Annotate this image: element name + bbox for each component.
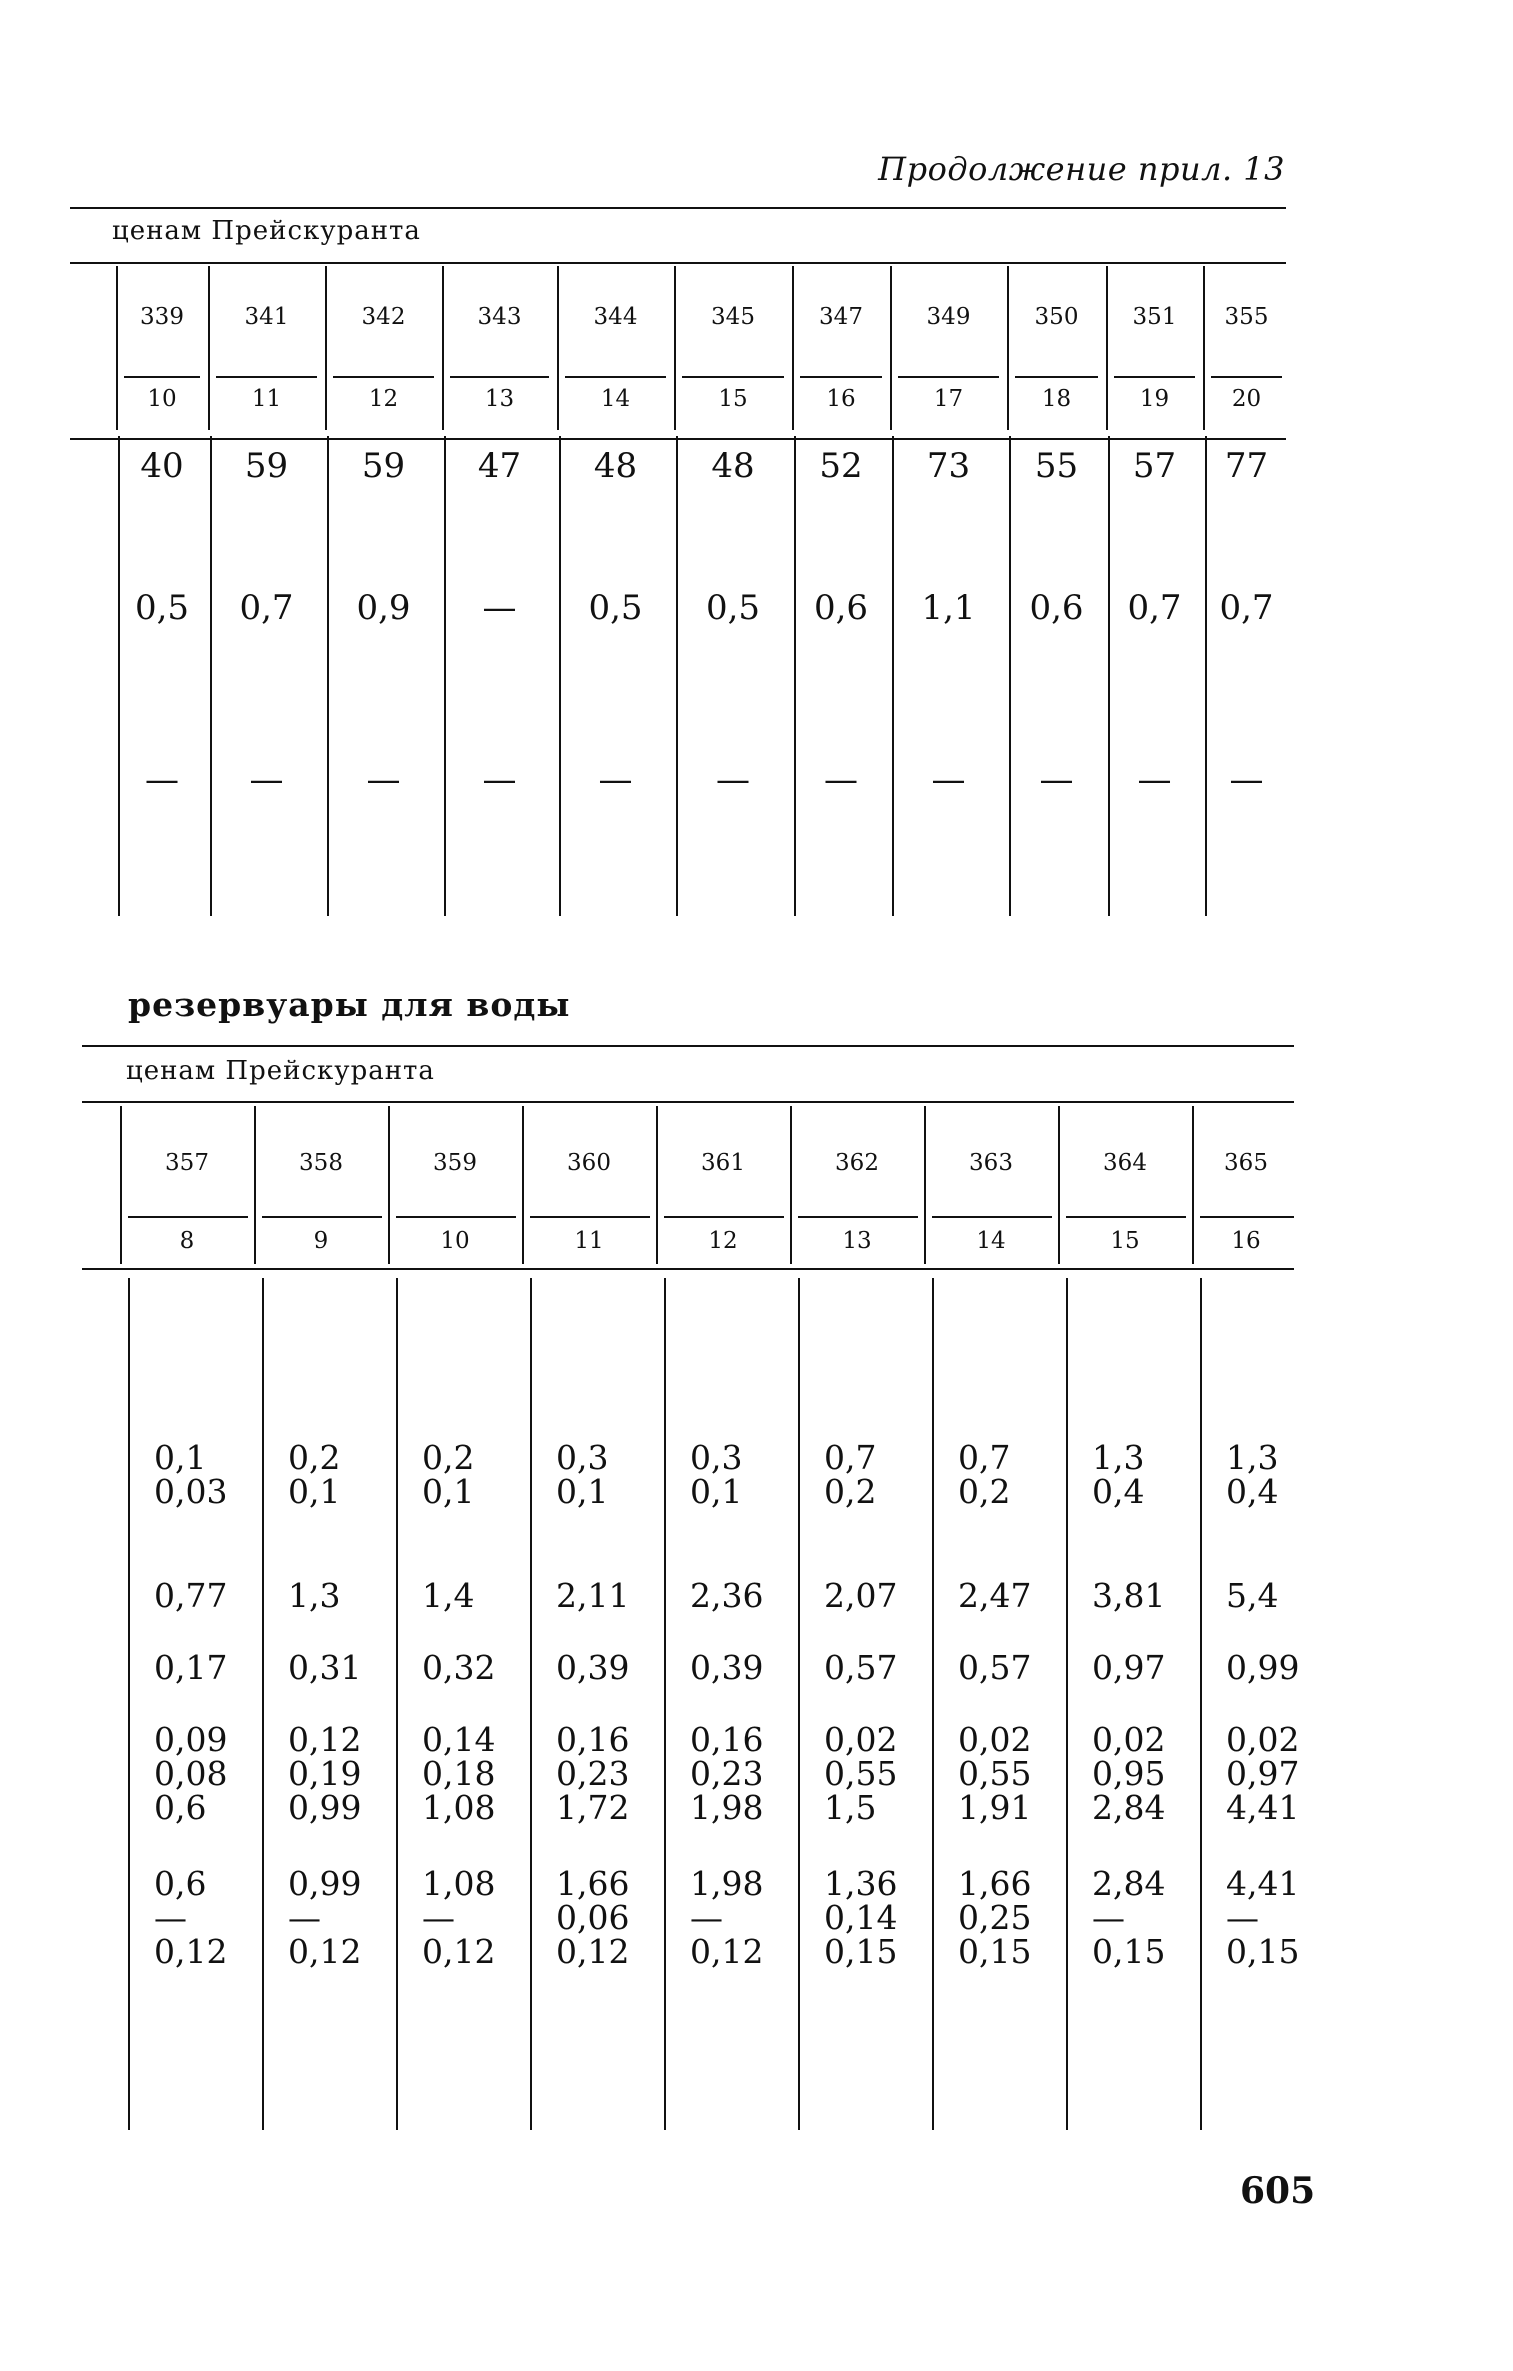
table-2-cell-g5b: 0,25: [958, 1898, 1032, 1937]
table-2-col-number: 8: [179, 1228, 195, 1254]
table-2-cell-g1b: 0,1: [556, 1472, 609, 1511]
table-2-cell-g5a: 1,36: [824, 1864, 898, 1903]
table-2-cell-g2: 0,77: [154, 1576, 228, 1615]
table-2-cell-g5b: 0,06: [556, 1898, 630, 1937]
table-2-cell-g5a: 4,41: [1226, 1864, 1300, 1903]
table-2-cell-g4a: 0,12: [288, 1720, 362, 1759]
table-1-body-divider: [327, 436, 329, 916]
table-2-code: 360: [567, 1150, 611, 1176]
table-1-cell-row3: —: [1039, 760, 1074, 800]
table-2-col-number: 14: [976, 1228, 1006, 1254]
table-2-cell-g1a: 0,3: [556, 1438, 609, 1477]
table-2-cell-g2: 1,3: [288, 1576, 341, 1615]
table-2-cell-g4b: 0,23: [690, 1754, 764, 1793]
table-2-cell-g4c: 1,91: [958, 1788, 1032, 1827]
table-2-cell-g4c: 1,72: [556, 1788, 630, 1827]
table-1-col-number: 15: [718, 386, 748, 412]
table-2-cell-g1a: 0,1: [154, 1438, 207, 1477]
table-2-body-divider: [1200, 1278, 1202, 2130]
table-1-col-number: 20: [1231, 386, 1262, 412]
table-1-col-number: 11: [251, 386, 282, 412]
table-2-cell-g1b: 0,4: [1226, 1472, 1279, 1511]
table-1-col-number: 19: [1139, 386, 1170, 412]
table-2-col-number: 10: [440, 1228, 470, 1254]
table-1-code-rule: [565, 376, 666, 378]
table-2-cell-g4a: 0,16: [690, 1720, 764, 1759]
table-1-code: 347: [819, 304, 863, 330]
table-2-cell-g3: 0,17: [154, 1648, 228, 1687]
table-2-col-number: 12: [708, 1228, 738, 1254]
table-2-cell-g2: 2,07: [824, 1576, 898, 1615]
table-1-cell-row3: —: [482, 760, 517, 800]
table-1-col-number: 18: [1041, 386, 1072, 412]
table-2-cell-g5c: 0,15: [958, 1932, 1032, 1971]
table-2-cell-g5b: —: [422, 1898, 455, 1937]
table-2-cell-g4c: 4,41: [1226, 1788, 1300, 1827]
table-1-cell-row3: —: [931, 760, 966, 800]
table-2-cell-g1a: 1,3: [1226, 1438, 1279, 1477]
table-1-code-rule: [898, 376, 999, 378]
table-2-cell-g4a: 0,02: [1092, 1720, 1166, 1759]
table-2-body-divider: [128, 1278, 130, 2130]
table-1-body-divider: [559, 436, 561, 916]
table-1-cell-row2: 0,5: [588, 588, 643, 628]
table-2-col-number: 9: [313, 1228, 329, 1254]
table-2-body-divider: [798, 1278, 800, 2130]
table-2-cell-g3: 0,31: [288, 1648, 362, 1687]
table-2-cell-g3: 0,57: [824, 1648, 898, 1687]
table-2-cell-g5c: 0,12: [154, 1932, 228, 1971]
table-1-cell-row2: 0,5: [705, 588, 761, 628]
table-2-cell-g5a: 0,6: [154, 1864, 207, 1903]
table-2-cell-g4b: 0,97: [1226, 1754, 1300, 1793]
table-2-cell-g4a: 0,09: [154, 1720, 228, 1759]
table-2-col-number: 13: [842, 1228, 872, 1254]
table-2-cell-g1a: 0,3: [690, 1438, 743, 1477]
table-2-caption: ценам Прейскуранта: [126, 1056, 435, 1086]
table-1-cell-row3: —: [145, 760, 179, 800]
table-2-cell-g4a: 0,02: [824, 1720, 898, 1759]
table-2-cell-g5c: 0,12: [422, 1932, 496, 1971]
table-2-cell-g1b: 0,2: [958, 1472, 1011, 1511]
table-1-cell-row2: 0,7: [1219, 588, 1274, 628]
table-2-cell-g3: 0,57: [958, 1648, 1032, 1687]
table-2-cell-g4c: 1,08: [422, 1788, 496, 1827]
table-2-cell-g4b: 0,55: [958, 1754, 1032, 1793]
table-1-cell-row2: 0,7: [1127, 588, 1182, 628]
table-1-code-rule: [124, 376, 200, 378]
table-2-cell-g3: 0,39: [690, 1648, 764, 1687]
table-1-code: 341: [244, 304, 289, 330]
table-2-cell-g5b: —: [690, 1898, 723, 1937]
table-2-code-rule: [262, 1216, 382, 1218]
table-2-cell-g5a: 1,66: [556, 1864, 630, 1903]
table-2-cell-g1a: 1,3: [1092, 1438, 1145, 1477]
table-1-cell-row1: 48: [593, 446, 638, 486]
table-2-cell-g5b: 0,14: [824, 1898, 898, 1937]
table-1-cell-row1: 73: [926, 446, 971, 486]
table-2-cell-g1b: 0,2: [824, 1472, 877, 1511]
table-1-code-rule: [216, 376, 317, 378]
table-2-col-number: 15: [1110, 1228, 1140, 1254]
table-1-cell-row3: —: [1137, 760, 1172, 800]
table-2-body-divider: [262, 1278, 264, 2130]
table-2-cell-g3: 0,39: [556, 1648, 630, 1687]
table-1-cell-row1: 52: [819, 446, 863, 486]
table-2-body-divider: [396, 1278, 398, 2130]
table-1-cell-row2: 1,1: [921, 588, 976, 628]
table-2-cell-g4b: 0,08: [154, 1754, 228, 1793]
table-2-cell-g5c: 0,15: [1226, 1932, 1300, 1971]
table-1-cell-row3: —: [366, 760, 401, 800]
table-1-code-rule: [682, 376, 784, 378]
table-1-body-divider: [118, 436, 120, 916]
table-1-cell-row3: —: [716, 760, 750, 800]
table-2-cell-g4b: 0,55: [824, 1754, 898, 1793]
table-1-code-rule: [1114, 376, 1195, 378]
table-2-header-rule: [82, 1268, 1294, 1270]
table-1-code-rule: [1211, 376, 1282, 378]
table-2-code-rule: [1200, 1216, 1294, 1218]
table-1-code-rule: [333, 376, 434, 378]
table-2-cell-g5a: 1,66: [958, 1864, 1032, 1903]
table-2-cell-g4c: 1,98: [690, 1788, 764, 1827]
table-2-cell-g5a: 0,99: [288, 1864, 362, 1903]
table-1-code: 351: [1132, 304, 1177, 330]
table-2-caption-rule: [82, 1101, 1294, 1103]
table-2-cell-g1b: 0,4: [1092, 1472, 1145, 1511]
table-2-cell-g5c: 0,12: [690, 1932, 764, 1971]
table-2-code-rule: [530, 1216, 650, 1218]
table-2-cell-g4c: 0,6: [154, 1788, 207, 1827]
table-1-cell-row2: —: [482, 588, 517, 628]
table-2-code: 357: [165, 1150, 209, 1176]
table-1-cell-row3: —: [249, 760, 284, 800]
table-1-code: 355: [1224, 304, 1269, 330]
table-2-cell-g3: 0,32: [422, 1648, 496, 1687]
table-1-body-divider: [1108, 436, 1110, 916]
table-2-cell-g5c: 0,15: [1092, 1932, 1166, 1971]
table-2-cell-g1a: 0,2: [288, 1438, 341, 1477]
table-1-cell-row1: 59: [244, 446, 289, 486]
table-2-cell-g5b: —: [288, 1898, 321, 1937]
table-1-body-divider: [794, 436, 796, 916]
table-2-cell-g2: 1,4: [422, 1576, 475, 1615]
table-2-cell-g4c: 1,5: [824, 1788, 877, 1827]
table-2-body-divider: [932, 1278, 934, 2130]
page-number: 605: [1240, 2170, 1316, 2212]
table-2-code: 363: [969, 1150, 1013, 1176]
table-2-cell-g5c: 0,12: [288, 1932, 362, 1971]
table-1-code-rule: [1015, 376, 1098, 378]
table-2-code-rule: [128, 1216, 248, 1218]
table-1-code: 343: [477, 304, 522, 330]
table-1-body-divider: [676, 436, 678, 916]
table-1-cell-row3: —: [1229, 760, 1264, 800]
table-2-title: резервуары для воды: [128, 985, 571, 1024]
table-1-body-divider: [444, 436, 446, 916]
table-1-body-divider: [210, 436, 212, 916]
table-2-body-divider: [1066, 1278, 1068, 2130]
table-2-cell-g3: 0,97: [1092, 1648, 1166, 1687]
table-2-cell-g5b: —: [1226, 1898, 1259, 1937]
table-1-cell-row1: 57: [1132, 446, 1177, 486]
table-2-cell-g5c: 0,12: [556, 1932, 630, 1971]
table-2-cell-g5a: 1,98: [690, 1864, 764, 1903]
table-2-code: 358: [299, 1150, 343, 1176]
table-2-code-rule: [798, 1216, 918, 1218]
table-1-body-divider: [892, 436, 894, 916]
table-2-cell-g5b: —: [1092, 1898, 1125, 1937]
table-2-cell-g4a: 0,02: [958, 1720, 1032, 1759]
table-2-cell-g1a: 0,2: [422, 1438, 475, 1477]
table-2-cell-g4a: 0,14: [422, 1720, 496, 1759]
table-1-cell-row2: 0,7: [239, 588, 294, 628]
table-2-cell-g5c: 0,15: [824, 1932, 898, 1971]
table-1-cell-row3: —: [598, 760, 633, 800]
table-2-top-rule: [82, 1045, 1294, 1047]
table-1-header-rule: [70, 438, 1286, 440]
table-2-cell-g4b: 0,18: [422, 1754, 496, 1793]
table-2-cell-g4c: 2,84: [1092, 1788, 1166, 1827]
table-2-body-divider: [530, 1278, 532, 2130]
table-2-body-divider: [664, 1278, 666, 2130]
table-1-body-divider: [1009, 436, 1011, 916]
table-2-code: 359: [433, 1150, 477, 1176]
table-2-cell-g3: 0,99: [1226, 1648, 1300, 1687]
table-2-cell-g4b: 0,23: [556, 1754, 630, 1793]
table-2-col-number: 11: [574, 1228, 604, 1254]
table-1-code: 349: [926, 304, 971, 330]
table-2-cell-g1b: 0,1: [690, 1472, 743, 1511]
table-2-code: 362: [835, 1150, 879, 1176]
table-2-cell-g4b: 0,95: [1092, 1754, 1166, 1793]
table-2-cell-g2: 2,47: [958, 1576, 1032, 1615]
table-1-top-rule: [70, 207, 1286, 209]
table-1-col-number: 16: [826, 386, 856, 412]
table-2-cell-g2: 2,11: [556, 1576, 630, 1615]
table-1-code: 350: [1034, 304, 1079, 330]
table-2-cell-g2: 3,81: [1092, 1576, 1166, 1615]
table-1-col-number: 17: [933, 386, 964, 412]
table-2-col-number: 16: [1231, 1228, 1261, 1254]
table-2-cell-g1b: 0,1: [422, 1472, 475, 1511]
table-1-cell-row1: 40: [140, 446, 184, 486]
table-2-cell-g1a: 0,7: [824, 1438, 877, 1477]
table-1-col-number: 14: [600, 386, 631, 412]
continuation-header: Продолжение прил. 13: [878, 150, 1285, 188]
table-1-cell-row1: 59: [361, 446, 406, 486]
table-2-cell-g4c: 0,99: [288, 1788, 362, 1827]
table-1-code-rule: [450, 376, 549, 378]
table-1-cell-row2: 0,6: [1029, 588, 1084, 628]
table-1-body-divider: [1205, 436, 1207, 916]
table-2-cell-g5a: 1,08: [422, 1864, 496, 1903]
table-1-col-number: 10: [147, 386, 177, 412]
table-1-caption-rule: [70, 262, 1286, 264]
table-1-cell-row1: 47: [477, 446, 522, 486]
table-1-code-rule: [800, 376, 882, 378]
table-2-cell-g5a: 2,84: [1092, 1864, 1166, 1903]
table-2-code: 365: [1224, 1150, 1268, 1176]
table-1-cell-row2: 0,5: [134, 588, 190, 628]
table-1-caption: ценам Прейскуранта: [112, 216, 421, 246]
table-1-cell-row2: 0,6: [813, 588, 869, 628]
table-1-cell-row2: 0,9: [356, 588, 411, 628]
table-2-code-rule: [396, 1216, 516, 1218]
table-2-cell-g4a: 0,16: [556, 1720, 630, 1759]
table-2-cell-g1b: 0,03: [154, 1472, 228, 1511]
table-2-cell-g2: 5,4: [1226, 1576, 1279, 1615]
table-1-cell-row1: 55: [1034, 446, 1079, 486]
table-2-code-rule: [932, 1216, 1052, 1218]
table-2-code-rule: [664, 1216, 784, 1218]
table-2-cell-g4b: 0,19: [288, 1754, 362, 1793]
table-1-cell-row1: 77: [1224, 446, 1269, 486]
table-2-code: 361: [701, 1150, 745, 1176]
table-2-code: 364: [1103, 1150, 1147, 1176]
table-2-code-rule: [1066, 1216, 1186, 1218]
table-2-cell-g2: 2,36: [690, 1576, 764, 1615]
table-2-cell-g4a: 0,02: [1226, 1720, 1300, 1759]
table-2-cell-g5b: —: [154, 1898, 187, 1937]
table-1-col-number: 13: [484, 386, 515, 412]
table-1-code: 342: [361, 304, 406, 330]
table-1-col-number: 12: [368, 386, 399, 412]
table-1-code: 345: [711, 304, 755, 330]
table-1-code: 344: [593, 304, 638, 330]
table-2-cell-g1b: 0,1: [288, 1472, 341, 1511]
table-1-code: 339: [140, 304, 184, 330]
table-2-cell-g1a: 0,7: [958, 1438, 1011, 1477]
table-1-cell-row1: 48: [711, 446, 755, 486]
table-1-cell-row3: —: [824, 760, 858, 800]
